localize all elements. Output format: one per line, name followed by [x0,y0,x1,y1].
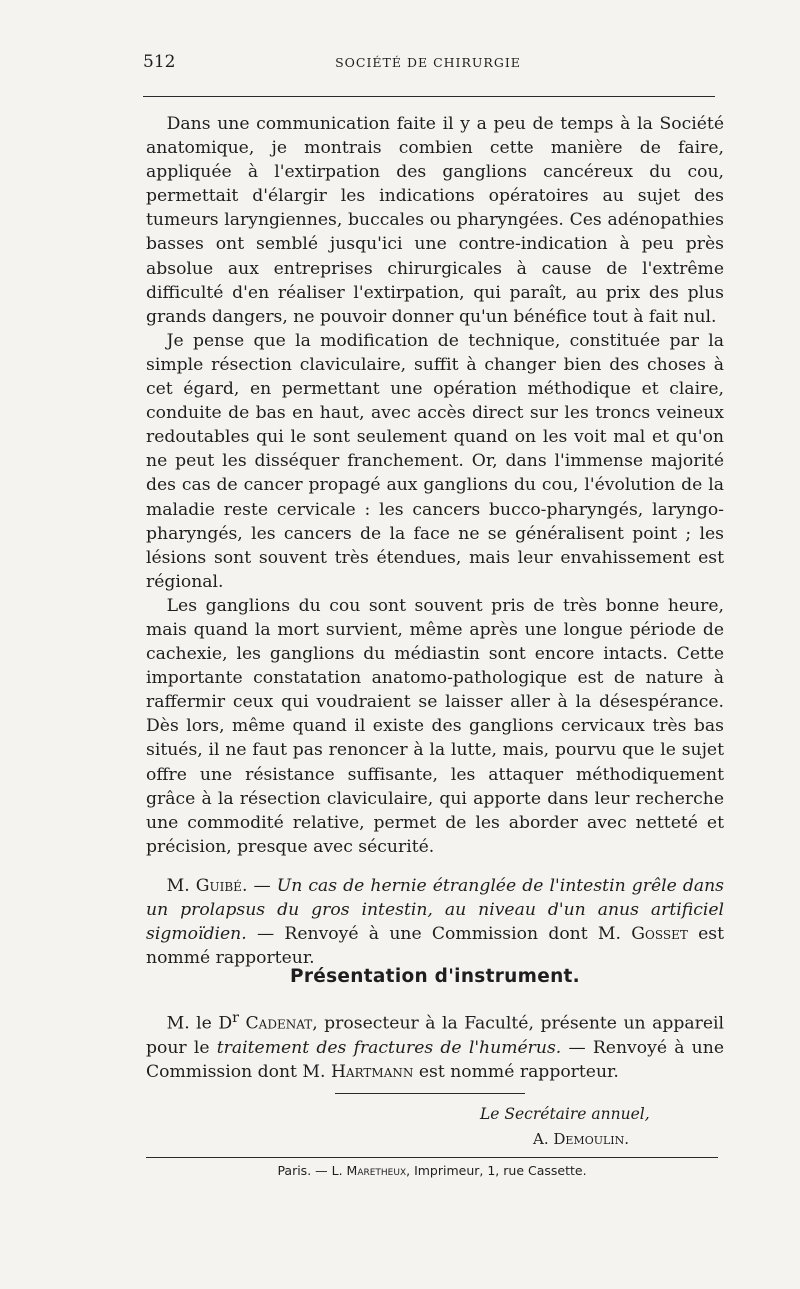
imprint-name: Maretheux [346,1163,407,1178]
running-title: SOCIÉTÉ DE CHIRURGIE [335,55,521,70]
guibe-middle: — Renvoyé à une Commission dont M. [246,924,632,945]
imprint [146,1163,718,1178]
page-header [143,52,713,82]
signature-role: Le Secrétaire annuel, [480,1105,650,1123]
presentation-paragraph [146,1006,724,1084]
presentation-rapporteur: Hartmann [330,1061,414,1082]
imprint-post: , Imprimeur, 1, rue Cassette. [406,1163,587,1178]
guibe-title: Un cas de hernie étranglée de l'intestin grêle dans un prolapsus du gros intestin, au niveau d'un anus artificiel sigmoïdien. [146,875,725,945]
presentation-part2: , prosecteur à la Faculté, présente un appareil pour le [146,1013,724,1058]
guibe-communication [146,874,724,970]
presentation-sup: r [232,1010,239,1026]
article-body [146,112,724,970]
presentation-part3: — Renvoyé à une Commission dont M. [146,1037,724,1082]
presentation-italic: traitement des fractures de l'humérus. [216,1037,562,1058]
presentation-part1: M. le D [166,1013,233,1034]
header-rule [143,96,715,97]
footer-rule [146,1157,718,1158]
imprint-pre: Paris. — L. [277,1163,347,1178]
presentation-part4: est nommé rapporteur. [413,1061,619,1082]
section-title: Présentation d'instrument. [289,966,581,987]
guibe-rapporteur: Gosset [631,924,688,945]
guibe-end: est nommé rapporteur. [146,924,724,969]
presentation-name: Cadenat [245,1013,313,1034]
guibe-name: Guibé [195,875,242,896]
closing-rule [335,1093,525,1094]
presentation-text [146,1006,724,1084]
signature-name: A. Demoulin. [533,1130,630,1148]
guibe-dash: . — [241,875,277,896]
page-number: 512 [143,52,176,72]
guibe-prefix: M. [166,875,190,896]
paragraph-1: Dans une communication faite il y a peu de temps à la Société anatomique, je montrais combien cette manière de faire, appliquée à l'extirpation des ganglions cancéreux du cou, permettait d'élargir les indications opératoires au sujet des tumeurs laryngiennes, buccales ou pharyngées. Ces adénopathies basses ont semblé jusqu'ici une contre-indication à peu près absolue aux entreprises chirurgicales à cause de l'extrême difficulté d'en réaliser l'extirpation, qui paraît, au prix des plus grands dangers, ne pouvoir donner qu'un bénéfice tout à fait nul. [146,114,724,327]
paragraph-2: Je pense que la modification de technique, constituée par la simple résection claviculaire, suffit à changer bien des choses à cet égard, en permettant une opération méthodique et claire, conduite de bas en haut, avec accès direct sur les troncs veineux redoutables qui le sont seulement quand on les voit mal et qu'on ne peut les disséquer franchement. Or, dans l'immense majorité des cas de cancer propagé aux ganglions du cou, l'évolution de la maladie reste cervicale : les cancers bucco-pharyngés, laryngo-pharyngés, les cancers de la face ne se généralisent point ; les lésions sont souvent très étendues, mais leur envahissement est régional. [146,330,724,592]
paragraph-3: Les ganglions du cou sont souvent pris de très bonne heure, mais quand la mort survient, même après une longue période de cachexie, les ganglions du médiastin sont encore intacts. Cette importante constatation anatomo-pathologique est de nature à raffermir ceux qui voudraient se laisser aller à la désespérance. Dès lors, même quand il existe des ganglions cervicaux très bas situés, il ne faut pas renoncer à la lutte, mais, pourvu que le sujet offre une résistance suffisante, les attaquer méthodiquement grâce à la résection claviculaire, qui apporte dans leur recherche une commodité relative, permet de les aborder avec netteté et précision, presque avec sécurité. [146,595,724,857]
